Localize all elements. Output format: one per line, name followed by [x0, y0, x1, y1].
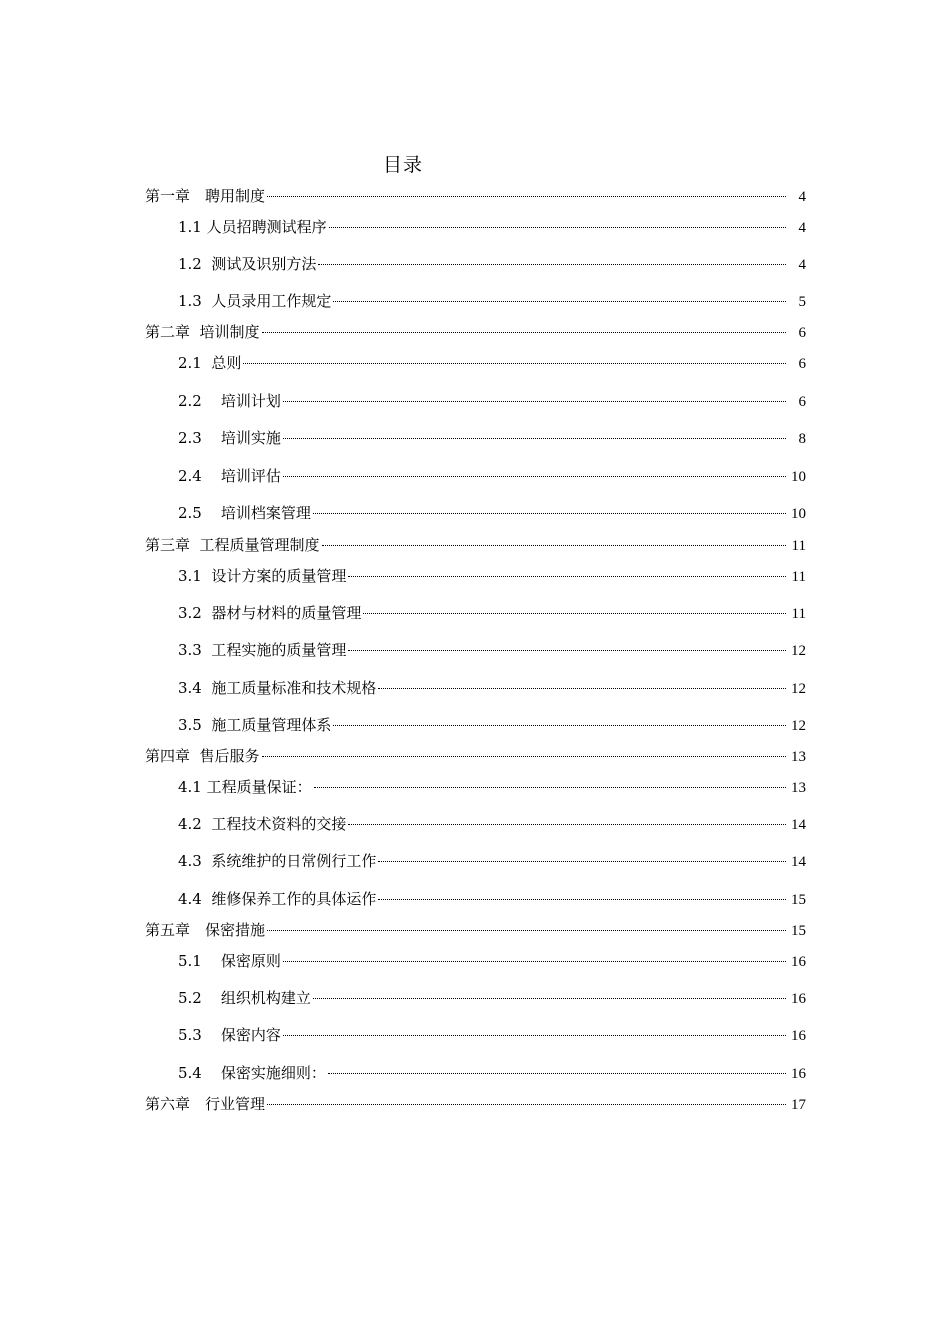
toc-entry-label: 2.5 培训档案管理: [178, 504, 311, 522]
toc-entry-label: 第二章 培训制度: [145, 323, 260, 341]
toc-entry-label: 5.3 保密内容: [178, 1026, 281, 1044]
toc-dot-leader: [329, 212, 786, 232]
toc-entry-label: 2.2 培训计划: [178, 392, 281, 410]
toc-dot-leader: [378, 673, 786, 693]
toc-entry-label: 第四章 售后服务: [145, 747, 260, 765]
toc-entry-label: 4.1 工程质量保证：: [178, 778, 312, 796]
toc-page-number: 13: [791, 749, 806, 765]
toc-entry-label: 1.1 人员招聘测试程序: [178, 218, 327, 236]
toc-entry-label: 5.4 保密实施细则：: [178, 1064, 326, 1082]
toc-dot-leader: [348, 635, 786, 655]
toc-page-number: 17: [791, 1097, 806, 1113]
toc-chapter-entry[interactable]: [145, 317, 806, 343]
toc-page-number: 16: [791, 954, 806, 970]
toc-page-number: 16: [791, 991, 806, 1007]
toc-section-entry[interactable]: [178, 348, 806, 374]
toc-section-entry[interactable]: [178, 946, 806, 972]
toc-page-number: 11: [791, 569, 806, 585]
toc-dot-leader: [314, 772, 786, 792]
toc-chapter-entry[interactable]: [145, 530, 806, 556]
toc-dot-leader: [363, 598, 786, 618]
toc-dot-leader: [333, 286, 786, 306]
toc-section-entry[interactable]: [178, 423, 806, 449]
toc-chapter-entry[interactable]: [145, 1089, 806, 1115]
toc-dot-leader: [283, 946, 786, 966]
toc-title: 目录: [382, 154, 423, 176]
toc-dot-leader: [283, 423, 786, 443]
toc-entry-label: 1.2 测试及识别方法: [178, 255, 317, 273]
toc-entry-label: 3.3 工程实施的质量管理: [178, 641, 347, 659]
toc-section-entry[interactable]: [178, 498, 806, 524]
toc-dot-leader: [267, 181, 786, 201]
toc-dot-leader: [283, 461, 786, 481]
toc-entry-label: 2.4 培训评估: [178, 467, 281, 485]
toc-dot-leader: [243, 348, 786, 368]
toc-entry-label: 2.3 培训实施: [178, 429, 281, 447]
toc-dot-leader: [378, 846, 786, 866]
toc-dot-leader: [318, 249, 786, 269]
toc-entry-label: 3.2 器材与材料的质量管理: [178, 604, 362, 622]
toc-page-number: 6: [798, 325, 806, 341]
toc-section-entry[interactable]: [178, 249, 806, 275]
toc-entry-label: 第三章 工程质量管理制度: [145, 536, 320, 554]
toc-dot-leader: [313, 983, 786, 1003]
toc-entry-label: 4.3 系统维护的日常例行工作: [178, 852, 377, 870]
toc-section-entry[interactable]: [178, 809, 806, 835]
toc-section-entry[interactable]: [178, 286, 806, 312]
toc-page-number: 4: [798, 220, 806, 236]
toc-page-number: 12: [791, 643, 806, 659]
toc-section-entry[interactable]: [178, 461, 806, 487]
toc-section-entry[interactable]: [178, 710, 806, 736]
toc-dot-leader: [348, 561, 786, 581]
toc-page-number: 6: [798, 394, 806, 410]
toc-page-number: 12: [791, 718, 806, 734]
toc-page-number: 11: [791, 538, 806, 554]
toc-page-number: 10: [791, 506, 806, 522]
toc-page-number: 14: [791, 817, 806, 833]
toc-page-number: 4: [798, 257, 806, 273]
toc-section-entry[interactable]: [178, 1058, 806, 1084]
toc-dot-leader: [348, 809, 786, 829]
toc-entry-label: 4.2 工程技术资料的交接: [178, 815, 347, 833]
toc-entry-label: 3.4 施工质量标准和技术规格: [178, 679, 377, 697]
toc-entry-label: 2.1 总则: [178, 354, 242, 372]
toc-page-number: 12: [791, 681, 806, 697]
toc-entry-label: 第五章 保密措施: [145, 921, 266, 939]
toc-dot-leader: [267, 915, 786, 935]
toc-page-number: 16: [791, 1028, 806, 1044]
toc-dot-leader: [262, 741, 786, 761]
toc-entry-label: 5.1 保密原则: [178, 952, 281, 970]
toc-page-number: 5: [798, 294, 806, 310]
toc-section-entry[interactable]: [178, 212, 806, 238]
toc-entry-label: 1.3 人员录用工作规定: [178, 292, 332, 310]
toc-page-number: 13: [791, 780, 806, 796]
toc-page-number: 10: [791, 469, 806, 485]
toc-section-entry[interactable]: [178, 635, 806, 661]
toc-section-entry[interactable]: [178, 386, 806, 412]
toc-page-number: 16: [791, 1066, 806, 1082]
toc-chapter-entry[interactable]: [145, 741, 806, 767]
toc-page-number: 15: [791, 892, 806, 908]
toc-page-number: 15: [791, 923, 806, 939]
toc-dot-leader: [313, 498, 786, 518]
toc-section-entry[interactable]: [178, 673, 806, 699]
toc-dot-leader: [267, 1089, 786, 1109]
toc-entry-label: 3.5 施工质量管理体系: [178, 716, 332, 734]
toc-dot-leader: [283, 386, 786, 406]
toc-entry-label: 3.1 设计方案的质量管理: [178, 567, 347, 585]
toc-section-entry[interactable]: [178, 561, 806, 587]
toc-dot-leader: [378, 884, 786, 904]
toc-section-entry[interactable]: [178, 983, 806, 1009]
toc-section-entry[interactable]: [178, 598, 806, 624]
toc-dot-leader: [328, 1058, 786, 1078]
toc-entry-label: 第六章 行业管理: [145, 1095, 266, 1113]
toc-entry-label: 第一章 聘用制度: [145, 187, 266, 205]
toc-section-entry[interactable]: [178, 772, 806, 798]
toc-dot-leader: [262, 317, 786, 337]
toc-chapter-entry[interactable]: [145, 181, 806, 207]
toc-page-number: 14: [791, 854, 806, 870]
toc-dot-leader: [322, 530, 786, 550]
toc-entry-label: 4.4 维修保养工作的具体运作: [178, 890, 377, 908]
toc-section-entry[interactable]: [178, 884, 806, 910]
toc-page-number: 6: [798, 356, 806, 372]
toc-entry-label: 5.2 组织机构建立: [178, 989, 311, 1007]
toc-page-number: 4: [798, 189, 806, 205]
toc-dot-leader: [283, 1020, 786, 1040]
toc-chapter-entry[interactable]: [145, 915, 806, 941]
toc-page-number: 11: [791, 606, 806, 622]
toc-section-entry[interactable]: [178, 846, 806, 872]
toc-dot-leader: [333, 710, 786, 730]
toc-page-number: 8: [798, 431, 806, 447]
toc-section-entry[interactable]: [178, 1020, 806, 1046]
